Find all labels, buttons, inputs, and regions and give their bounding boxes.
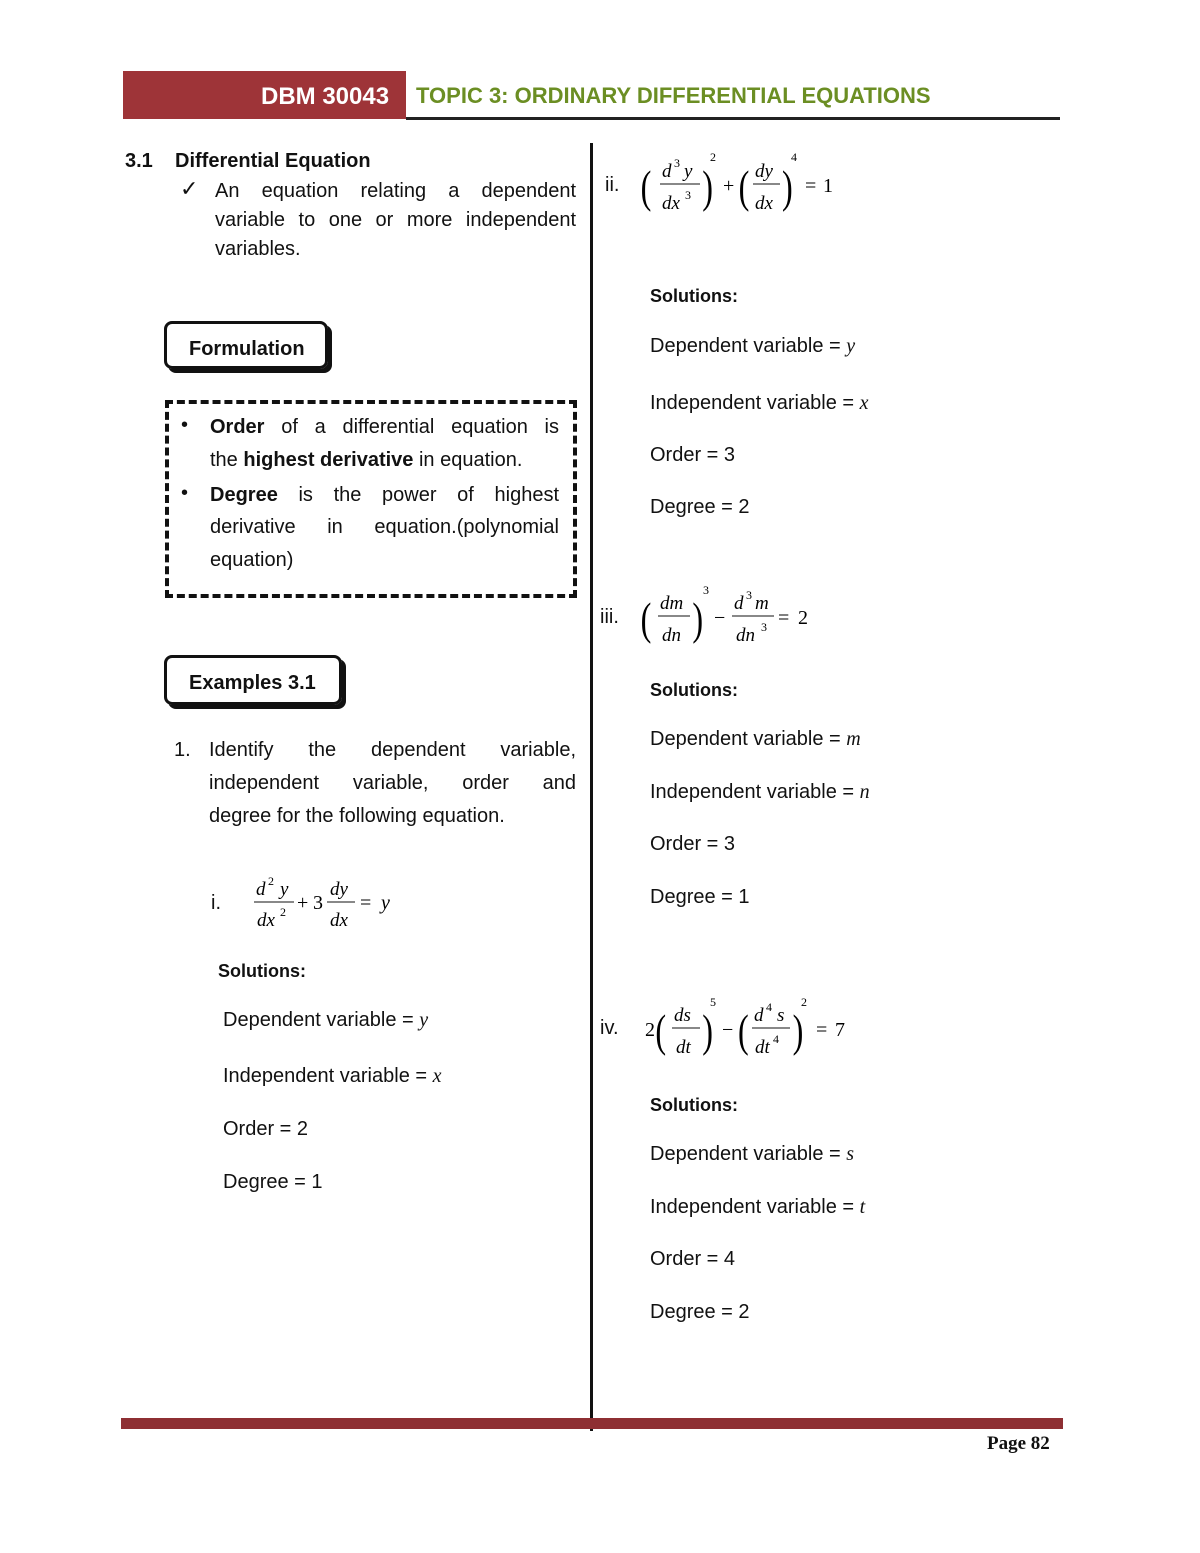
examples-label: Examples 3.1: [164, 655, 342, 705]
eq-i-coef: 3: [313, 892, 323, 914]
paren-right: ): [782, 161, 793, 213]
dependent-label: Dependent variable =: [650, 335, 841, 357]
eq-ii-top-1-exp: 3: [674, 156, 680, 170]
eq-iv-top-2: d: [754, 1005, 764, 1026]
solutions-label-i: Solutions:: [218, 961, 306, 981]
item-ii-numeral: ii.: [605, 174, 620, 196]
solutions-label-iii: Solutions:: [650, 680, 738, 700]
item-iv-degree: Degree = 2: [650, 1301, 750, 1323]
equation-ii: [642, 146, 842, 222]
independent-label: Independent variable =: [650, 392, 855, 414]
item-i-dependent: [223, 1009, 428, 1032]
eq-iv-power-2: 2: [801, 995, 807, 1009]
footer-bar: [121, 1418, 1063, 1429]
eq-ii-plus: +: [723, 175, 735, 197]
definition-line-2: variable to one or more independent: [215, 209, 576, 231]
item-iii-order: Order = 3: [650, 833, 736, 855]
eq-i-bottom-1-exp: 2: [280, 905, 286, 919]
eq-iii-minus: −: [714, 607, 726, 629]
eq-i-top-1: d: [256, 879, 266, 900]
eq-i-bottom-1: dx: [257, 910, 275, 931]
independent-value: t: [859, 1196, 866, 1218]
eq-iv-minus: −: [722, 1019, 734, 1041]
paren-left: (: [738, 161, 750, 213]
eq-ii-power-2: 4: [791, 150, 797, 164]
paren-left: (: [738, 1005, 749, 1057]
equation-iv: [640, 990, 860, 1066]
paren-left: (: [640, 593, 652, 645]
paren-right: ): [702, 161, 713, 213]
item-ii-dependent: [650, 335, 855, 358]
eq-ii-bottom-2: dx: [755, 193, 773, 214]
item-i-independent: [223, 1065, 442, 1088]
dependent-value: y: [419, 1009, 429, 1031]
degree-text: is the power of highest: [298, 484, 560, 506]
independent-value: x: [432, 1065, 442, 1087]
solutions-label-iv: Solutions:: [650, 1095, 738, 1115]
eq-iii-bottom-1: dn: [662, 625, 681, 646]
item-iii-dependent: [650, 728, 861, 751]
page-number: Page 82: [987, 1433, 1050, 1454]
eq-iv-top-2-var: s: [777, 1005, 785, 1026]
dependent-value: s: [846, 1143, 855, 1165]
eq-i-bottom-2: dx: [330, 910, 348, 931]
dependent-value: m: [846, 728, 861, 750]
order-text: of a differential equation is: [281, 416, 560, 438]
section-title: Differential Equation: [175, 150, 371, 172]
equation-iii: [642, 578, 822, 654]
degree-term: Degree: [210, 484, 278, 506]
independent-value: n: [859, 781, 870, 803]
course-code: DBM 30043: [123, 71, 406, 119]
eq-iv-power-1: 5: [710, 995, 716, 1009]
eq-iv-equals: =: [816, 1019, 828, 1041]
paren-left: (: [655, 1005, 667, 1057]
dependent-label: Dependent variable =: [650, 728, 841, 750]
eq-ii-top-1: d: [662, 161, 672, 182]
eq-iii-top-1: dm: [660, 593, 684, 614]
eq-ii-power-1: 2: [710, 150, 716, 164]
eq-iv-bottom-2: dt: [755, 1037, 770, 1058]
eq-i-equals: =: [360, 892, 372, 914]
eq-iii-top-2-var: m: [755, 593, 769, 614]
eq-i-top-1-exp: 2: [268, 874, 274, 888]
eq-ii-rhs: 1: [823, 175, 833, 197]
highest-derivative-term: highest derivative: [243, 449, 414, 471]
eq-ii-bottom-1-exp: 3: [685, 188, 691, 202]
eq-iv-top-1: ds: [674, 1005, 691, 1026]
eq-i-top-2: dy: [330, 879, 348, 900]
item-iii-numeral: iii.: [600, 606, 619, 628]
check-icon: ✓: [180, 176, 199, 201]
degree-definition-line-1: [210, 484, 559, 507]
eq-ii-bottom-1: dx: [662, 193, 680, 214]
question-line-1: Identify the dependent variable,: [209, 739, 576, 761]
section-number: 3.1: [125, 150, 153, 172]
degree-definition-line-3: equation): [210, 549, 294, 571]
eq-iv-rhs: 7: [835, 1019, 845, 1041]
equation-i: [250, 870, 410, 936]
dependent-value: y: [846, 335, 856, 357]
eq-iv-bottom-2-exp: 4: [773, 1032, 779, 1046]
text-span: the: [210, 449, 244, 471]
item-ii-independent: [650, 392, 869, 415]
eq-iii-top-2: d: [734, 593, 744, 614]
item-iv-independent: [650, 1196, 865, 1219]
item-i-numeral: i.: [211, 892, 221, 914]
eq-ii-top-1-var: y: [684, 161, 693, 182]
independent-label: Independent variable =: [223, 1065, 428, 1087]
item-iv-order: Order = 4: [650, 1248, 736, 1270]
eq-ii-equals: =: [805, 175, 817, 197]
paren-left: (: [640, 161, 652, 213]
eq-iii-bottom-2-exp: 3: [761, 620, 767, 634]
dependent-label: Dependent variable =: [650, 1143, 841, 1165]
eq-iii-rhs: 2: [798, 607, 808, 629]
question-line-3: degree for the following equation.: [209, 805, 505, 827]
eq-iii-bottom-2: dn: [736, 625, 755, 646]
order-term: Order: [210, 416, 265, 438]
eq-iii-power-1: 3: [703, 583, 709, 597]
column-divider: [590, 143, 593, 1431]
definition-line-3: variables.: [215, 238, 301, 260]
item-iv-dependent: [650, 1143, 854, 1166]
eq-i-rhs: y: [381, 892, 390, 914]
item-iii-independent: [650, 781, 870, 804]
eq-ii-top-2: dy: [755, 161, 773, 182]
order-definition-line-2: [210, 449, 522, 472]
independent-label: Independent variable =: [650, 1196, 855, 1218]
topic-title: TOPIC 3: ORDINARY DIFFERENTIAL EQUATIONS: [416, 83, 931, 108]
eq-i-top-1-var: y: [280, 879, 289, 900]
order-definition-line-1: [210, 416, 559, 439]
definition-line-1: An equation relating a dependent: [215, 180, 576, 202]
eq-iii-equals: =: [778, 607, 790, 629]
paren-right: ): [702, 1005, 714, 1057]
eq-iv-coef: 2: [645, 1019, 655, 1041]
dependent-label: Dependent variable =: [223, 1009, 414, 1031]
bullet-icon: •: [181, 414, 189, 436]
question-line-2: independent variable, order and: [209, 772, 576, 794]
item-ii-order: Order = 3: [650, 444, 736, 466]
text-span: in equation.: [413, 449, 523, 471]
eq-i-plus: +: [297, 892, 309, 914]
item-ii-degree: Degree = 2: [650, 496, 750, 518]
bullet-icon: •: [181, 482, 189, 504]
item-i-degree: Degree = 1: [223, 1171, 323, 1193]
item-iii-degree: Degree = 1: [650, 886, 750, 908]
item-i-order: Order = 2: [223, 1118, 309, 1140]
eq-iii-top-2-exp: 3: [746, 588, 752, 602]
paren-right: ): [792, 1005, 804, 1057]
degree-definition-line-2: derivative in equation.(polynomial: [210, 516, 559, 538]
paren-right: ): [692, 593, 704, 645]
independent-label: Independent variable =: [650, 781, 855, 803]
question-number: 1.: [174, 739, 191, 761]
header-rule: [406, 117, 1060, 120]
item-iv-numeral: iv.: [600, 1017, 619, 1039]
formulation-label: Formulation: [164, 321, 328, 369]
eq-iv-top-2-exp: 4: [766, 1000, 772, 1014]
eq-iv-bottom-1: dt: [676, 1037, 691, 1058]
solutions-label-ii: Solutions:: [650, 286, 738, 306]
independent-value: x: [859, 392, 869, 414]
